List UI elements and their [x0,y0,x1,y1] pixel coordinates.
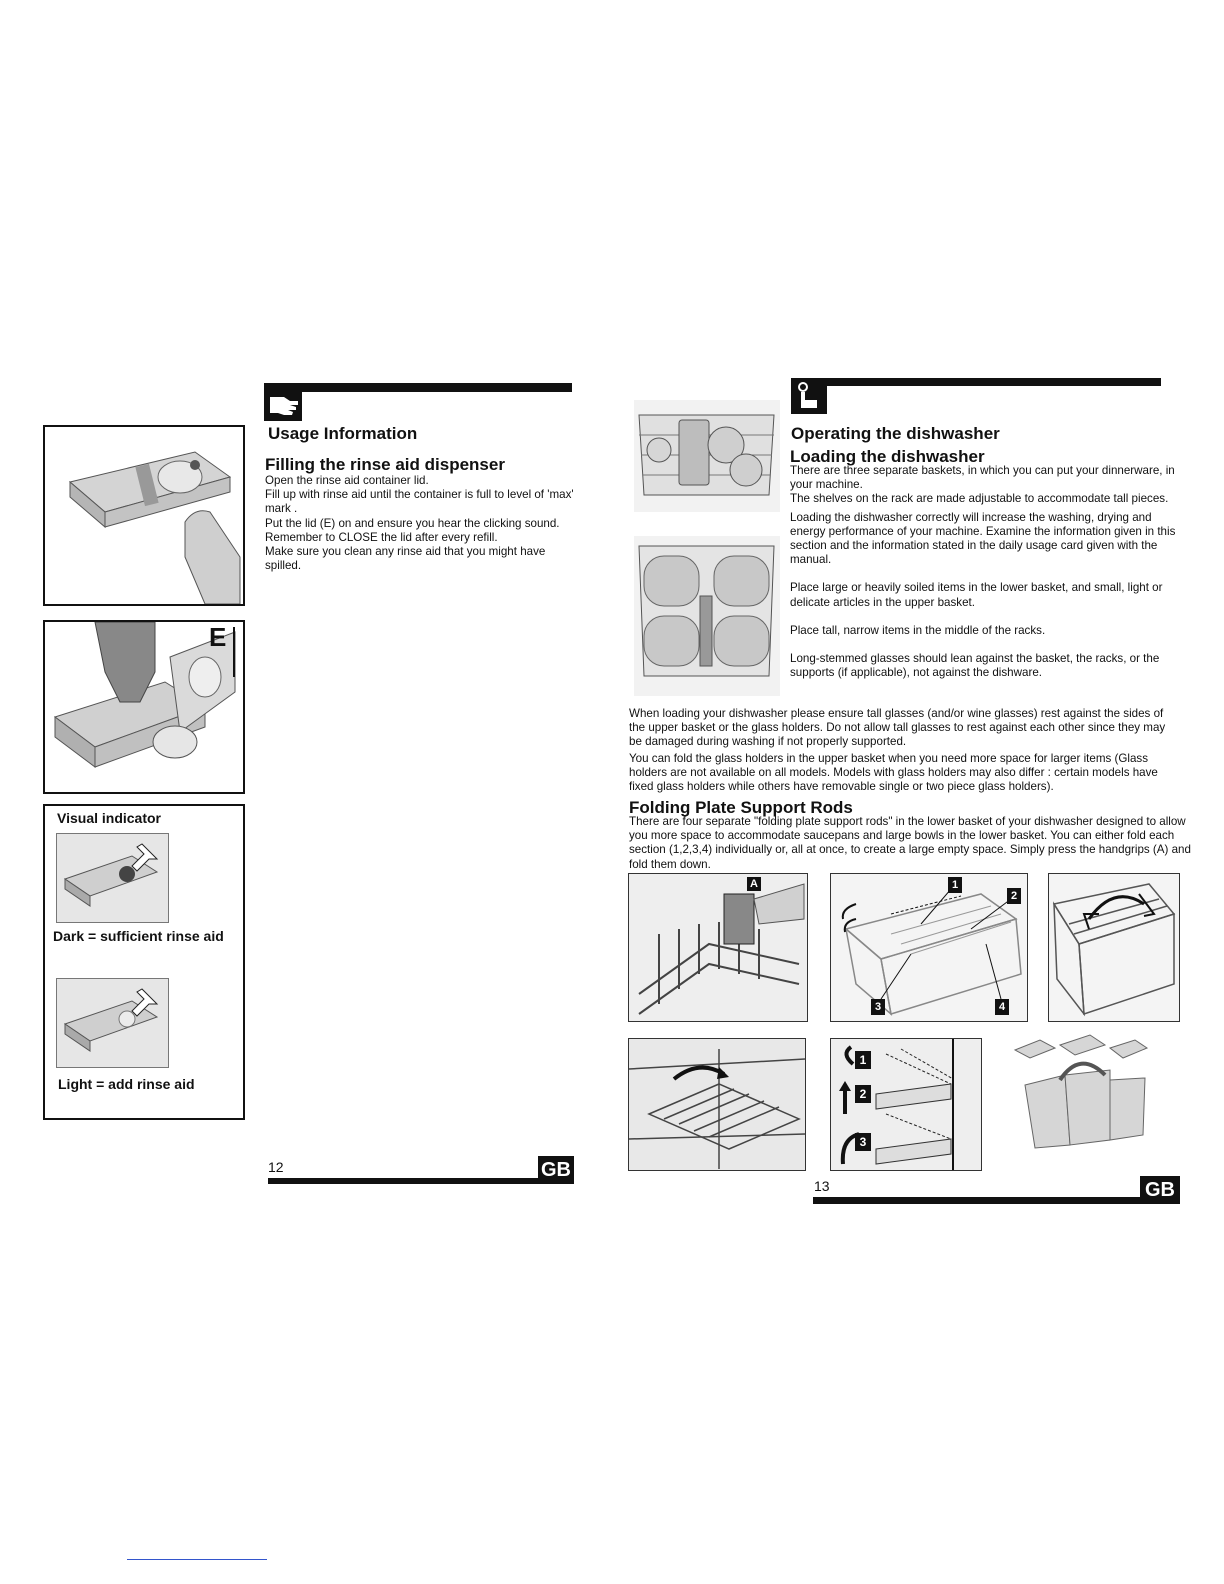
right-body-top [790,464,1178,680]
operating-icon [791,378,827,414]
step-badge-3: 3 [855,1133,871,1151]
folded-rods-figure [1048,873,1180,1022]
right-paragraph: The shelves on the rack are made adjustable to accommodate tall pieces. [790,492,1169,506]
folding-text: There are four separate "folding plate support rods" in the lower basket of your dishwasher designed to allow you more space to accommodate saucepans and large bowls in the lower basket. You can either fold each section (1,2,3,4) individually or, all at once, to create a large empty space. Simply press the handgrips (A) and fold them down. [629,815,1191,871]
left-body [265,474,575,573]
right-paragraph: Place tall, narrow items in the middle of the racks. [790,623,1046,637]
cutlery-basket-image [1005,1030,1155,1150]
right-language-badge: GB [1140,1176,1180,1204]
right-section-title: Operating the dishwasher [791,424,1000,443]
glass-holder-figure [628,1038,806,1171]
visual-indicator-title: Visual indicator [57,810,161,826]
fill-illustration [55,622,235,767]
badge-a: A [747,877,761,891]
left-language-badge: GB [538,1156,574,1184]
lid-label-line [233,627,235,677]
right-header-bar [791,378,1161,386]
badge-3: 3 [871,999,885,1015]
handgrip-figure [628,873,808,1022]
left-section-title: Usage Information [268,424,418,443]
hand-icon [264,383,302,421]
left-heading: Filling the rinse aid dispenser [265,455,505,474]
badge-4: 4 [995,999,1009,1015]
dispenser-figure-open [43,425,245,606]
left-paragraph: Make sure you clean any rinse aid that you might have spilled. [265,545,546,573]
right-paragraph: Long-stemmed glasses should lean against the basket, the racks, or the supports (if applicable), not against the dishware. [790,652,1160,680]
folding-heading: Folding Plate Support Rods [629,798,853,817]
right-paragraph: Loading the dishwasher correctly will increase the washing, drying and energy performance of your machine. Examine the information given in this section and the information stated in the daily usage card given with the manual. [790,510,1176,567]
right-body-wide [629,707,1181,794]
left-paragraph: Remember to CLOSE the lid after every refill. [265,530,498,544]
dark-indicator-image [56,833,169,923]
light-caption: Light = add rinse aid [58,1076,195,1092]
right-wide-paragraph: You can fold the glass holders in the upper basket when you need more space for larger items (Glass holders are not available on all models. Models with glass holders may also differ : certain models have fixed glass holders while others have removable single or two piece glass holders). [629,751,1158,794]
bottom-underline [127,1559,267,1560]
left-header-bar [264,383,572,392]
right-footer-bar [813,1197,1143,1204]
lid-label-e: E [209,622,227,652]
badge-2: 2 [1007,888,1021,904]
left-page-number: 12 [268,1159,284,1175]
right-heading: Loading the dishwasher [790,447,985,466]
left-footer-bar [268,1178,543,1184]
light-indicator-image [56,978,169,1068]
rods-figure [830,873,1028,1022]
lower-basket-image [634,536,780,696]
right-page-number: 13 [814,1178,830,1194]
dispenser-figure-fill [43,620,245,794]
dark-caption: Dark = sufficient rinse aid [53,928,224,944]
left-paragraph: Open the rinse aid container lid. [265,474,429,487]
upper-basket-image [634,400,780,512]
step-badge-2: 2 [855,1085,871,1103]
left-paragraph: Put the lid (E) on and ensure you hear the clicking sound. [265,516,560,530]
right-paragraph: Place large or heavily soiled items in the lower basket, and small, light or delicate articles in the upper basket. [790,581,1163,609]
right-wide-paragraph: When loading your dishwasher please ensure tall glasses (and/or wine glasses) rest against the sides of the upper basket or the glass holders. Do not allow tall glasses to rest against each other since they may be damaged during washing if not properly supported. [629,707,1166,749]
left-paragraph: Fill up with rinse aid until the container is full to level of 'max' mark . [265,488,574,516]
badge-1: 1 [948,877,962,893]
right-paragraph: There are three separate baskets, in which you can put your dinnerware, in your machine. [790,464,1175,492]
dispenser-illustration [70,452,240,604]
fold-steps-figure [830,1038,982,1171]
visual-indicator-panel [43,804,245,1120]
step-badge-1: 1 [855,1051,871,1069]
